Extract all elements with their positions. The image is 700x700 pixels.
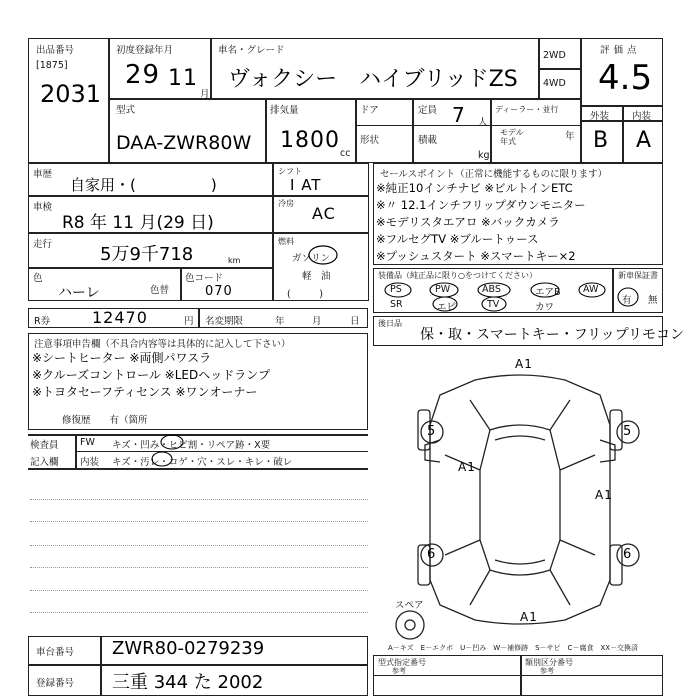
reg-month: 11 xyxy=(168,66,198,91)
capacity-label: 定員 xyxy=(418,105,438,116)
fw-label: FW xyxy=(80,437,95,448)
score-int-label: 内装 xyxy=(632,111,652,122)
name-change-label: 名変期限 xyxy=(205,316,244,327)
legend: A－キズ E－エクボ U－凹み W－補修跡 S－サビ C－腐食 XX－交換済 xyxy=(388,644,639,652)
sales-line-2: ※〃 12.1インチフリップダウンモニター xyxy=(376,198,586,212)
mark-rl-wheel: 6 xyxy=(427,547,437,562)
displacement-value: 1800 xyxy=(280,128,340,153)
displacement-unit: cc xyxy=(340,148,351,159)
mark-fl-wheel: 5 xyxy=(427,424,437,439)
mark-right: A1 xyxy=(595,488,613,502)
ac-value: AC xyxy=(312,204,336,223)
name-change-y: 年 xyxy=(275,316,285,327)
equip-ps: PS xyxy=(390,284,402,295)
fuel-gas: ガソリン xyxy=(292,253,331,264)
equip-ebi: エビ xyxy=(437,302,457,313)
fw-value: キズ・凹み・ヒビ割・リペア跡・X要 xyxy=(112,440,271,451)
name-change-m: 月 xyxy=(312,316,322,327)
color-code-label: 色コード xyxy=(185,273,224,284)
class-ref: 参考 xyxy=(540,667,554,675)
interior-label: 内装 xyxy=(80,457,100,468)
lot-code: [1875] xyxy=(36,60,68,71)
equip-tv: TV xyxy=(487,299,500,310)
remarks-label: 注意事項申告欄（不具合内容等は具体的に記入して下さい） xyxy=(34,339,291,350)
color-value: ハーレ xyxy=(58,285,100,301)
repair-history: 修復歴 有（箇所 xyxy=(62,415,148,426)
checker-label-2: 記入欄 xyxy=(30,457,59,468)
mileage-unit: km xyxy=(228,256,241,265)
sales-line-5: ※プッシュスタート ※スマートキー×2 xyxy=(376,249,576,263)
drive-2wd: 2WD xyxy=(543,50,566,61)
equip-pw: PW xyxy=(435,284,451,295)
warranty-label: 新車保証書 xyxy=(618,271,658,280)
score-ext-label: 外装 xyxy=(590,111,610,122)
history-value: 自家用・( ) xyxy=(70,176,217,194)
fuel-diesel: 軽 油 xyxy=(302,271,331,282)
model-value: DAA-ZWR80W xyxy=(116,132,252,154)
shift-value: I AT xyxy=(290,176,322,194)
notes-value: 保・取・スマートキー・フリップリモコン xyxy=(420,327,685,343)
mark-rr-wheel: 6 xyxy=(623,547,633,562)
inspection-value: R8 年 11 月(29 日) xyxy=(62,213,214,233)
color-label: 色 xyxy=(33,273,43,284)
plate-value: 三重 344 た 2002 xyxy=(112,672,264,693)
sales-line-1: ※純正10インチナビ ※ビルトインETC xyxy=(376,181,573,195)
model-year-label: モデル 年式 xyxy=(500,128,524,146)
remarks-line-2: ※クルーズコントロール ※LEDヘッドランプ xyxy=(32,368,271,382)
ac-label: 冷房 xyxy=(278,199,294,208)
tax-value: 12470 xyxy=(92,308,148,327)
type-ref: 参考 xyxy=(392,667,406,675)
color-tone-label: 色替 xyxy=(150,285,170,296)
load-label: 積載 xyxy=(418,135,438,146)
fuel-other: ( ) xyxy=(287,289,323,300)
name-label: 車名・グレード xyxy=(218,45,285,56)
color-code: 070 xyxy=(205,284,233,299)
spare-label: スペア xyxy=(395,600,424,611)
score-label: 評価点 xyxy=(600,45,641,56)
lot-label: 出品番号 xyxy=(36,45,75,56)
history-label: 車歴 xyxy=(33,169,53,180)
mark-front: A1 xyxy=(515,357,533,371)
mark-rear: A1 xyxy=(520,610,538,624)
mileage-label: 走行 xyxy=(33,239,53,250)
equip-aw: AW xyxy=(583,284,599,295)
chassis-label: 車台番号 xyxy=(36,647,75,658)
drive-4wd: 4WD xyxy=(543,78,566,89)
warranty-no: 無 xyxy=(648,295,658,306)
remarks-line-1: ※シートヒーター ※両側パワスラ xyxy=(32,351,212,365)
score-int: A xyxy=(636,128,653,153)
sales-line-4: ※フルセグTV ※ブルートゥース xyxy=(376,232,539,246)
equip-airbag: エアB xyxy=(535,287,561,298)
reg-month-unit: 月 xyxy=(200,89,210,100)
capacity-value: 7 xyxy=(452,103,466,127)
year-unit: 年 xyxy=(565,131,575,142)
remarks-line-3: ※トヨタセーフティセンス ※ワンオーナー xyxy=(32,385,258,399)
shift-label: シフト xyxy=(278,167,302,176)
displacement-label: 排気量 xyxy=(270,105,299,116)
car-name: ヴォクシー ハイブリッドZS xyxy=(228,67,518,92)
fuel-label: 燃料 xyxy=(278,237,294,246)
score-ext: B xyxy=(593,128,610,153)
warranty-yes: 有 xyxy=(622,295,632,306)
inspection-label: 車検 xyxy=(33,202,53,213)
reg-label: 初度登録年月 xyxy=(116,45,174,56)
class-label: 類別区分番号 xyxy=(525,658,573,667)
sales-line-3: ※モデリスタエアロ ※バックカメラ xyxy=(376,215,560,229)
dealer-label: ディーラー・並行 xyxy=(495,105,559,114)
score-value: 4.5 xyxy=(598,58,653,98)
load-unit: kg xyxy=(478,150,490,161)
model-label: 型式 xyxy=(116,105,136,116)
tax-unit: 円 xyxy=(184,316,194,327)
plate-label: 登録番号 xyxy=(36,678,75,689)
equip-abs: ABS xyxy=(482,284,501,295)
tax-label: R券 xyxy=(34,316,51,327)
equip-sr: SR xyxy=(390,299,403,310)
sales-label: セールスポイント（正常に機能するものに限ります） xyxy=(380,169,608,180)
mark-left: A1 xyxy=(458,460,476,474)
shape-label: 形状 xyxy=(360,135,380,146)
lot-number: 2031 xyxy=(40,80,102,108)
capacity-unit: 人 xyxy=(478,117,488,128)
interior-value: キズ・汚レ・コゲ・穴・スレ・キレ・破レ xyxy=(112,457,293,468)
reg-year: 29 xyxy=(125,60,161,90)
mileage-value: 5万9千718 xyxy=(100,244,194,265)
doors-label: ドア xyxy=(360,105,379,116)
equip-leather: カワ xyxy=(535,302,555,313)
type-label: 型式指定番号 xyxy=(378,658,426,667)
chassis-value: ZWR80-0279239 xyxy=(112,638,265,659)
checker-label-1: 検査員 xyxy=(30,440,59,451)
name-change-d: 日 xyxy=(350,316,360,327)
equipment-label: 装備品（純正品に限り○をつけてください） xyxy=(378,271,537,280)
mark-fr-wheel: 5 xyxy=(623,424,633,439)
notes-label: 後日品 xyxy=(378,319,402,328)
